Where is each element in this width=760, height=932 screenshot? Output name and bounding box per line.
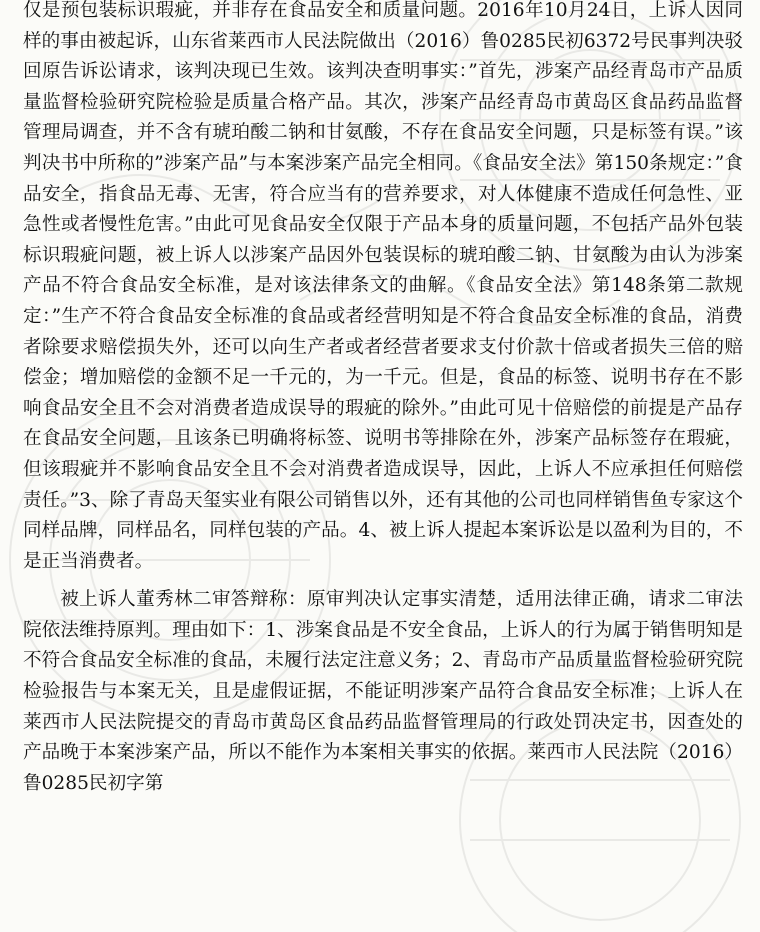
paragraph-appellant-arguments: 仅是预包装标识瑕疵，并非存在食品安全和质量问题。2016年10月24日，上诉人因同样的事由被起诉，山东省莱西市人民法院做出（2016）鲁0285民初6372号民事判决驳回原告诉讼请求，该判决现已生效。该判决查明事实：”首先，涉案产品经青岛市产品质量监督检验研究院检验是质量合格产品。其次，涉案产品经青岛市黄岛区食品药品监督管理局调查，并不含有琥珀酸二钠和甘氨酸，不存在食品安全问题，只是标签有误。”该判决书中所称的”涉案产品”与本案涉案产品完全相同。《食品安全法》第150条规定：”食品安全，指食品无毒、无害，符合应当有的营养要求，对人体健康不造成任何急性、亚急性或者慢性危害。”由此可见食品安全仅限于产品本身的质量问题，不包括产品外包装标识瑕疵问题，被上诉人以涉案产品因外包装误标的琥珀酸二钠、甘氨酸为由认为涉案产品不符合食品安全标准，是对该法律条文的曲解。《食品安全法》第148条第二款规定：”生产不符合食品安全标准的食品或者经营明知是不符合食品安全标准的食品，消费者除要求赔偿损失外，还可以向生产者或者经营者要求支付价款十倍或者损失三倍的赔偿金；增加赔偿的金额不足一千元的，为一千元。但是，食品的标签、说明书存在不影响食品安全且不会对消费者造成误导的瑕疵的除外。”由此可见十倍赔偿的前提是产品存在食品安全问题，且该条已明确将标签、说明书等排除在外，涉案产品标签存在瑕疵，但该瑕疵并不影响食品安全且不会对消费者造成误导，因此，上诉人不应承担任何赔偿责任。”3、除了青岛天玺实业有限公司销售以外，还有其他的公司也同样销售鱼专家这个同样品牌，同样品名，同样包装的产品。4、被上诉人提起本案诉讼是以盈利为目的，不是正当消费者。 [23, 0, 743, 572]
paragraph-appellee-response: 被上诉人董秀林二审答辩称：原审判决认定事实清楚，适用法律正确，请求二审法院依法维持原判。理由如下：1、涉案食品是不安全食品，上诉人的行为属于销售明知是不符合食品安全标准的食品，未履行法定注意义务；2、青岛市产品质量监督检验研究院检验报告与本案无关，且是虚假证据，不能证明涉案产品符合食品安全标准；上诉人在莱西市人民法院提交的青岛市黄岛区食品药品监督管理局的行政处罚决定书，因查处的产品晚于本案涉案产品，所以不能作为本案相关事实的依据。莱西市人民法院（2016）鲁0285民初字第 [23, 589, 743, 794]
document-body [23, 0, 743, 799]
